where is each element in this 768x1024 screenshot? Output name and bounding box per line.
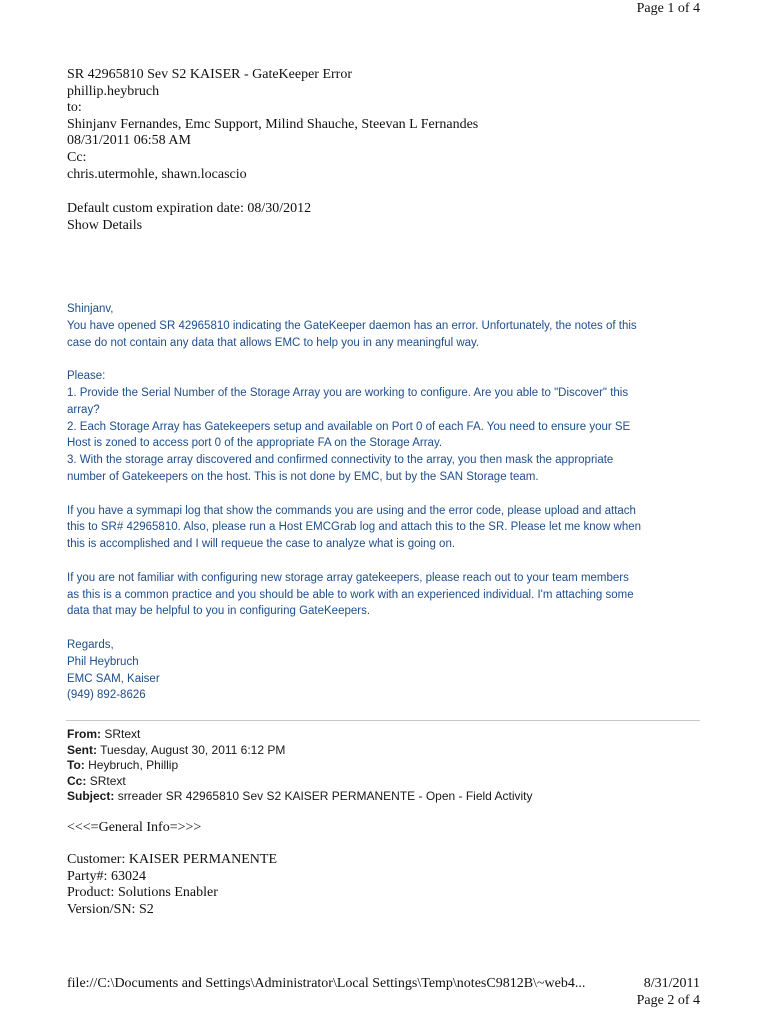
customer-info-line: Party#: 63024	[67, 868, 146, 884]
email-cc: chris.utermohle, shawn.locascio	[67, 166, 247, 182]
signature-line: Phil Heybruch	[67, 655, 139, 668]
footer-file-path: file://C:\Documents and Settings\Administrator\Local Settings\Temp\notesC9812B\~web4...	[67, 976, 586, 991]
signature	[67, 637, 707, 704]
email-header	[67, 67, 478, 183]
steps-line: array?	[67, 403, 100, 416]
to-label: to:	[67, 100, 82, 116]
forwarded-from: SRtext	[104, 727, 141, 741]
customer-info-line: Product: Solutions Enabler	[67, 885, 218, 901]
signature-line: (949) 892-8626	[67, 689, 146, 702]
steps-line: number of Gatekeepers on the host. This is not done by EMC, but by the SAN Storage team.	[67, 470, 539, 483]
customer-info	[67, 852, 277, 918]
email-subject: SR 42965810 Sev S2 KAISER - GateKeeper Error	[67, 67, 353, 82]
forwarded-subject-row	[67, 789, 533, 805]
log-request-line: this is accomplished and I will requeue the case to analyze what is going on.	[67, 538, 456, 551]
customer-info-line: Version/SN: S2	[67, 901, 154, 917]
steps-line: 3. With the storage array discovered and confirmed connectivity to the array, you then mask the appropriate	[67, 454, 614, 467]
log-request-paragraph	[67, 503, 707, 553]
show-details-link[interactable]: Show Details	[67, 217, 143, 233]
forwarded-header	[67, 727, 533, 805]
divider	[66, 720, 700, 721]
log-request-line: If you have a symmapi log that show the commands you are using and the error code, please upload and attach	[67, 504, 636, 517]
intro-line: case do not contain any data that allows EMC to help you in any meaningful way.	[67, 336, 480, 349]
page-number-bottom: Page 2 of 4	[636, 993, 700, 1008]
signature-line: Regards,	[67, 638, 114, 651]
intro-line: You have opened SR 42965810 indicating the GateKeeper daemon has an error. Unfortunately, the notes of this	[67, 319, 637, 332]
to-label: To:	[67, 758, 85, 773]
advice-line: data that may be helpful to you in configuring GateKeepers.	[67, 605, 371, 618]
expiry-section	[67, 201, 311, 234]
steps-line: 1. Provide the Serial Number of the Storage Array you are working to configure. Are you able to "Discover" this	[67, 386, 629, 399]
greeting: Shinjanv,	[67, 303, 114, 315]
cc-label: Cc:	[67, 149, 87, 165]
greeting-paragraph	[67, 301, 707, 351]
steps-line: Please:	[67, 370, 106, 383]
message-body	[67, 301, 707, 721]
forwarded-cc-row	[67, 774, 533, 790]
customer-info-line: Customer: KAISER PERMANENTE	[67, 852, 277, 867]
expiration-date: Default custom expiration date: 08/30/2012	[67, 201, 312, 216]
email-datetime: 08/31/2011 06:58 AM	[67, 133, 191, 149]
signature-line: EMC SAM, Kaiser	[67, 672, 160, 685]
cc-label: Cc:	[67, 773, 87, 788]
forwarded-sent: Tuesday, August 30, 2011 6:12 PM	[100, 742, 286, 757]
advice-paragraph	[67, 570, 707, 620]
steps-paragraph	[67, 368, 707, 486]
footer-date: 8/31/2011	[643, 976, 700, 991]
advice-line: If you are not familiar with configuring new storage array gatekeepers, please reach out to your team members	[67, 571, 629, 584]
general-info-heading: <<<=General Info=>>>	[67, 820, 202, 835]
log-request-line: this to SR# 42965810. Also, please run a Host EMCGrab log and attach this to the SR. Please let me know when	[67, 521, 642, 534]
forwarded-sent-row	[67, 743, 533, 759]
email-recipients: Shinjanv Fernandes, Emc Support, Milind Shauche, Steevan L Fernandes	[67, 116, 479, 132]
steps-line: 2. Each Storage Array has Gatekeepers setup and available on Port 0 of each FA. You need to ensure your SE	[67, 420, 631, 433]
page-number-top: Page 1 of 4	[636, 1, 700, 16]
subject-label: Subject:	[67, 789, 115, 804]
forwarded-cc: SRtext	[89, 773, 126, 788]
forwarded-subject: srreader SR 42965810 Sev S2 KAISER PERMANENTE - Open - Field Activity	[117, 789, 533, 804]
email-sender: phillip.heybruch	[67, 83, 160, 99]
forwarded-to-row	[67, 758, 533, 774]
advice-line: as this is a common practice and you should be able to work with an experienced individual. I'm attaching some	[67, 588, 634, 601]
from-label: From:	[67, 727, 101, 741]
steps-line: Host is zoned to access port 0 of the appropriate FA on the Storage Array.	[67, 437, 443, 450]
sent-label: Sent:	[67, 742, 97, 757]
forwarded-from-row	[67, 727, 533, 743]
forwarded-to: Heybruch, Phillip	[88, 758, 179, 773]
